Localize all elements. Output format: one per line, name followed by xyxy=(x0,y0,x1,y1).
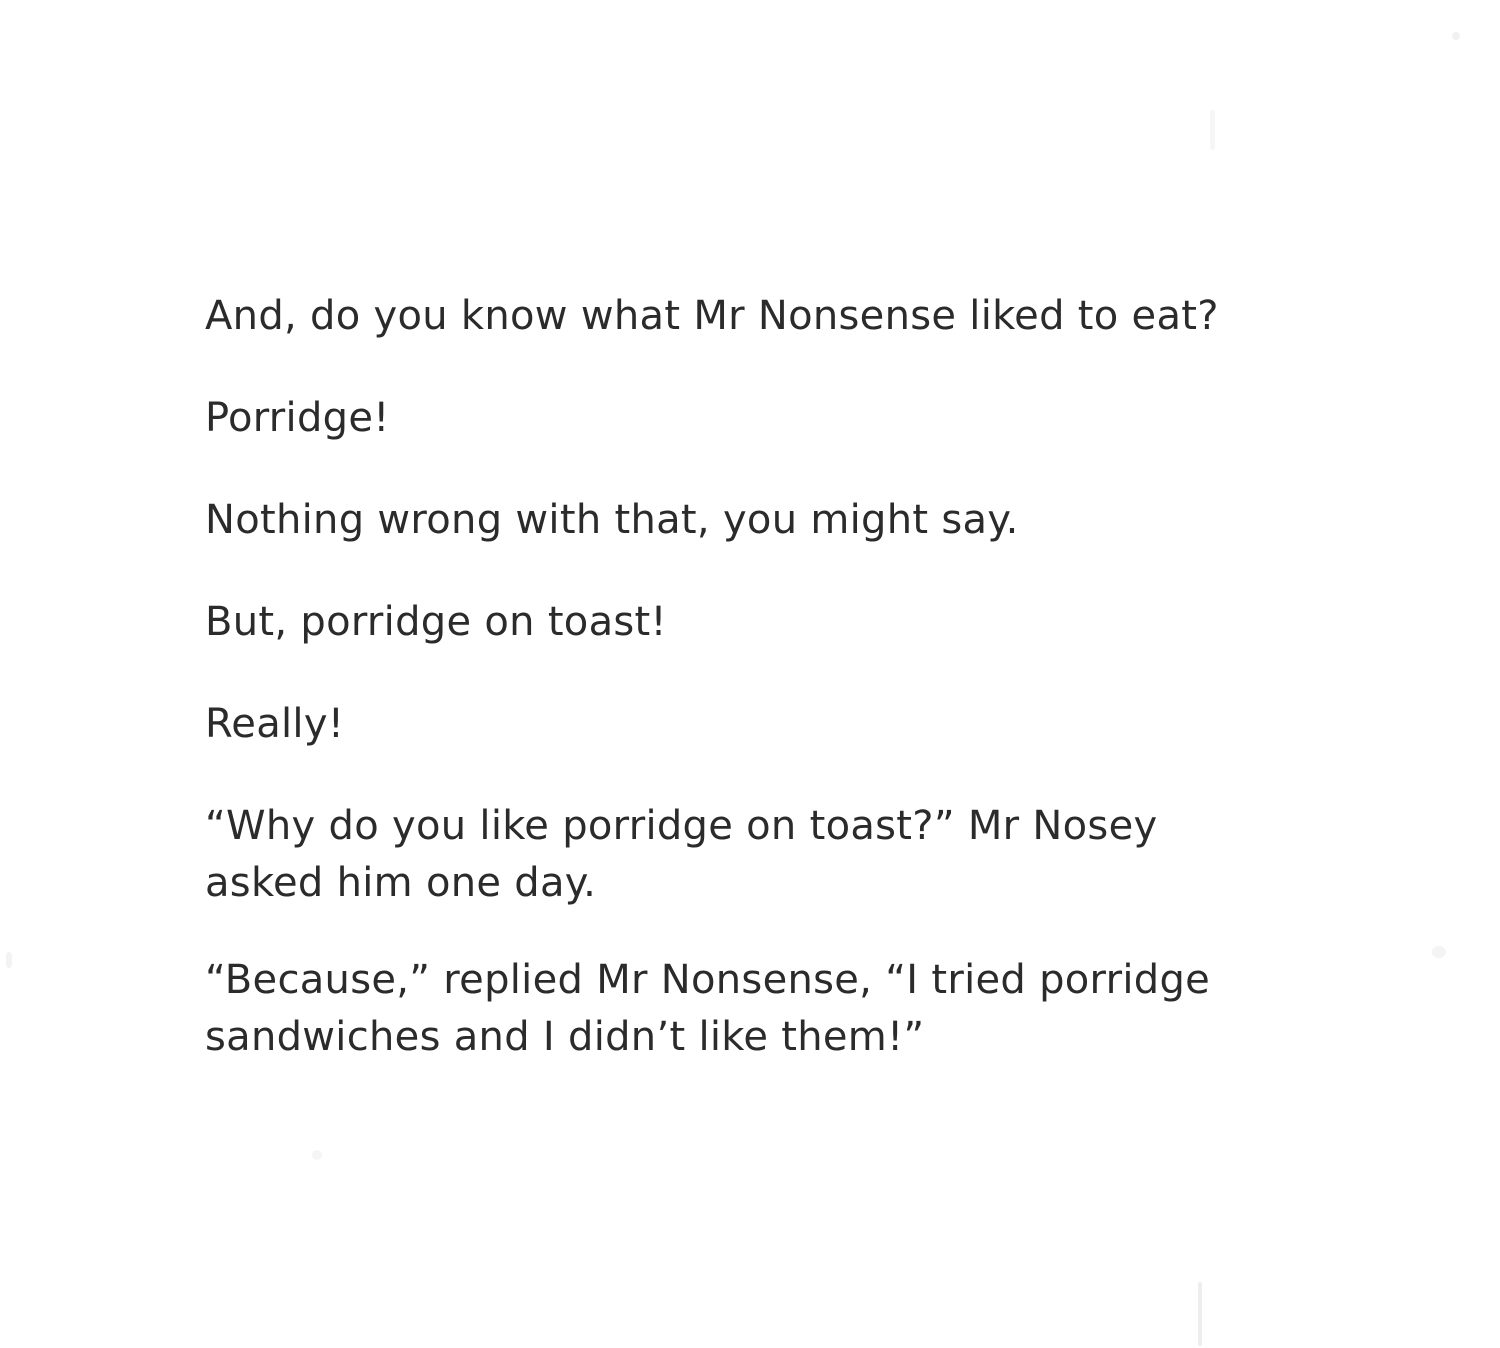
scan-speck xyxy=(1432,946,1446,958)
story-line: “Why do you like porridge on toast?” Mr Nosey xyxy=(205,803,1158,849)
scan-speck xyxy=(6,952,12,968)
story-line: asked him one day. xyxy=(205,860,597,906)
story-line: And, do you know what Mr Nonsense liked to eat? xyxy=(205,293,1219,339)
scan-speck xyxy=(1452,32,1460,40)
story-paragraph xyxy=(205,390,1295,447)
story-line: sandwiches and I didn’t like them!” xyxy=(205,1014,925,1060)
scan-speck xyxy=(312,1150,322,1160)
story-line: Really! xyxy=(205,701,345,747)
story-paragraph xyxy=(205,288,1295,345)
story-paragraph xyxy=(205,952,1295,1066)
story-line: But, porridge on toast! xyxy=(205,599,667,645)
story-line: Porridge! xyxy=(205,395,390,441)
story-line: “Because,” replied Mr Nonsense, “I tried porridge xyxy=(205,957,1211,1003)
story-paragraph xyxy=(205,798,1295,912)
story-paragraph xyxy=(205,696,1295,753)
scan-speck xyxy=(1198,1282,1202,1346)
story-paragraph xyxy=(205,594,1295,651)
story-line: Nothing wrong with that, you might say. xyxy=(205,497,1019,543)
story-paragraph xyxy=(205,492,1295,549)
story-text xyxy=(205,288,1295,1111)
scan-speck xyxy=(1210,110,1215,150)
